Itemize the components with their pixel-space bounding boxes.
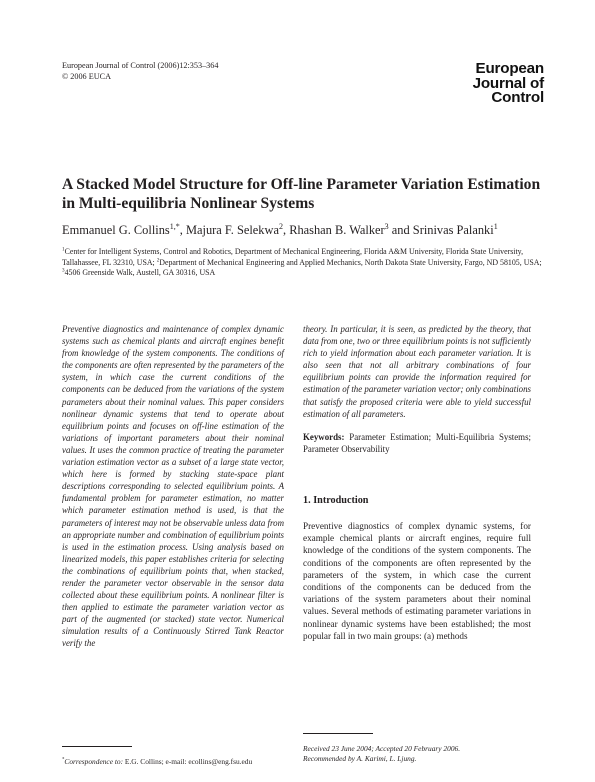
logo-line-2: Journal of [472,74,544,92]
correspondence-footnote [62,757,284,767]
abstract-part-2: theory. In particular, it is seen, as predicted by the theory, that data from one, two or three equilibrium points is not sufficiently rich to yield information about each parameter variation. It is also seen that not all arbitrary combinations of four equilibrium points can provide the information required for estimation of the parameter variation vector; only combinations that satisfy the proposed criteria were able to yield successful estimation of all parameters. [303,324,532,419]
article-title: A Stacked Model Structure for Off-line Parameter Variation Estimation in Multi-equilibria Nonlinear Systems [62,176,541,212]
right-column [303,323,531,642]
keywords [303,431,531,455]
footnote-rule-left [62,746,132,747]
author-name: Emmanuel G. Collins [62,223,170,237]
footnote-star: * [62,757,65,763]
journal-logo [452,62,544,106]
keywords-text: Parameter Estimation; Multi-Equilibria Systems; Parameter Observability [303,431,532,454]
introduction-text: Preventive diagnostics of complex dynamic systems, for example chemical plants or aircraft engines, require full knowledge of the conditions of the system components. The conditions of the components are often represented by the parameters of the system, in which case the current conditions of the components can be deduced from the variations of the system parameters about their nominal values. Several methods of estimating parameter variations in nonlinear dynamic systems have been established; the most popular fall in two main groups: (a) methods [303,520,531,641]
footnote-rule-right [303,733,373,734]
author-affiliation-mark: 1 [493,221,498,231]
author-name: Srinivas Palanki [412,223,494,237]
affiliations: $^1$Center for Intelligent Systems, Control and Robotics, Department of Mechanical Engineering, Florida A&M University, Florida State University, Tallahassee, FL 32310, USA; $^2$Department of Mechanical Engineering and Applied Mechanics, North Dakota State University, Fargo, ND 58105, USA; $^3$4506 Greenside Walk, Austell, GA 30316, USA [62,246,542,277]
journal-citation: European Journal of Control (2006)12:353–364 [62,61,219,70]
author-name: Rhashan B. Walker [289,223,385,237]
author-affiliation-mark: 3 [384,221,389,231]
affiliation-1: Center for Intelligent Systems, Control and Robotics, Department of Mechanical Engineering, Florida A&M University, Florida State University, Tallahassee, FL 32310, USA; [62,247,524,267]
logo-line-3: Control [491,89,544,106]
left-column [62,323,284,650]
section-heading-introduction: 1. Introduction [303,494,369,506]
author-list: Emmanuel G. Collins$^{1,*}$, Majura F. Selekwa$^2$, Rhashan B. Walker$^3$ and Srinivas Palanki$^1$ [62,221,498,237]
logo-line-1: European [475,60,544,77]
affiliation-3: 4506 Greenside Walk, Austell, GA 30316, USA [64,268,216,277]
correspondence-text: E.G. Collins; e-mail: ecollins@eng.fsu.edu [124,757,253,766]
keywords-label: Keywords: [303,431,345,442]
author-affiliation-mark: 1,* [169,221,180,231]
recommended-by: Recommended by A. Karimi, L. Ljung. [303,754,417,763]
author-affiliation-mark: 2 [278,221,283,231]
journal-citation-block [62,60,218,82]
correspondence-label: Correspondence to: [64,757,124,766]
received-date: Received 23 June 2004; Accepted 20 February 2006. [303,744,461,753]
submission-dates-footnote [303,744,531,764]
copyright-notice: © 2006 EUCA [62,72,111,81]
affiliation-2: Department of Mechanical Engineering and Applied Mechanics, North Dakota State University, Fargo, ND 58105, USA; [159,257,542,267]
author-name: Majura F. Selekwa [186,223,279,237]
abstract-part-1: Preventive diagnostics and maintenance of complex dynamic systems such as chemical plants and aircraft engines benefit from knowledge of the system components. The conditions of the components are often represented by the parameters of the system, in which case the current conditions of the components can be deduced from the variations of the system parameters about their nominal values. This paper considers nonlinear dynamic systems that tend to operate about equilibrium points and focuses on off-line estimation of the variations of important parameters about their nominal values. It uses the common practice of treating the parameter variation estimation vector as a subset of a large state vector, which here is formed by stacking state-space plant descriptions corresponding to selected equilibrium points. A fundamental problem for parameter estimation, no matter which parameter estimation method is used, is that the parameters of interest may not be observable unless data from an appropriate number and combination of equilibrium points is used in the estimation process. Using analysis based on linearized models, this paper establishes criteria for selecting the combinations of equilibrium points that, when stacked, render the parameter vector observable in the sensor data collected about these equilibrium points. A nonlinear filter is then applied to estimate the parameter variation vector as part of the augmented (or stacked) state vector. Numerical simulation results of a Continuously Stirred Tank Reactor verify the [62,324,284,649]
